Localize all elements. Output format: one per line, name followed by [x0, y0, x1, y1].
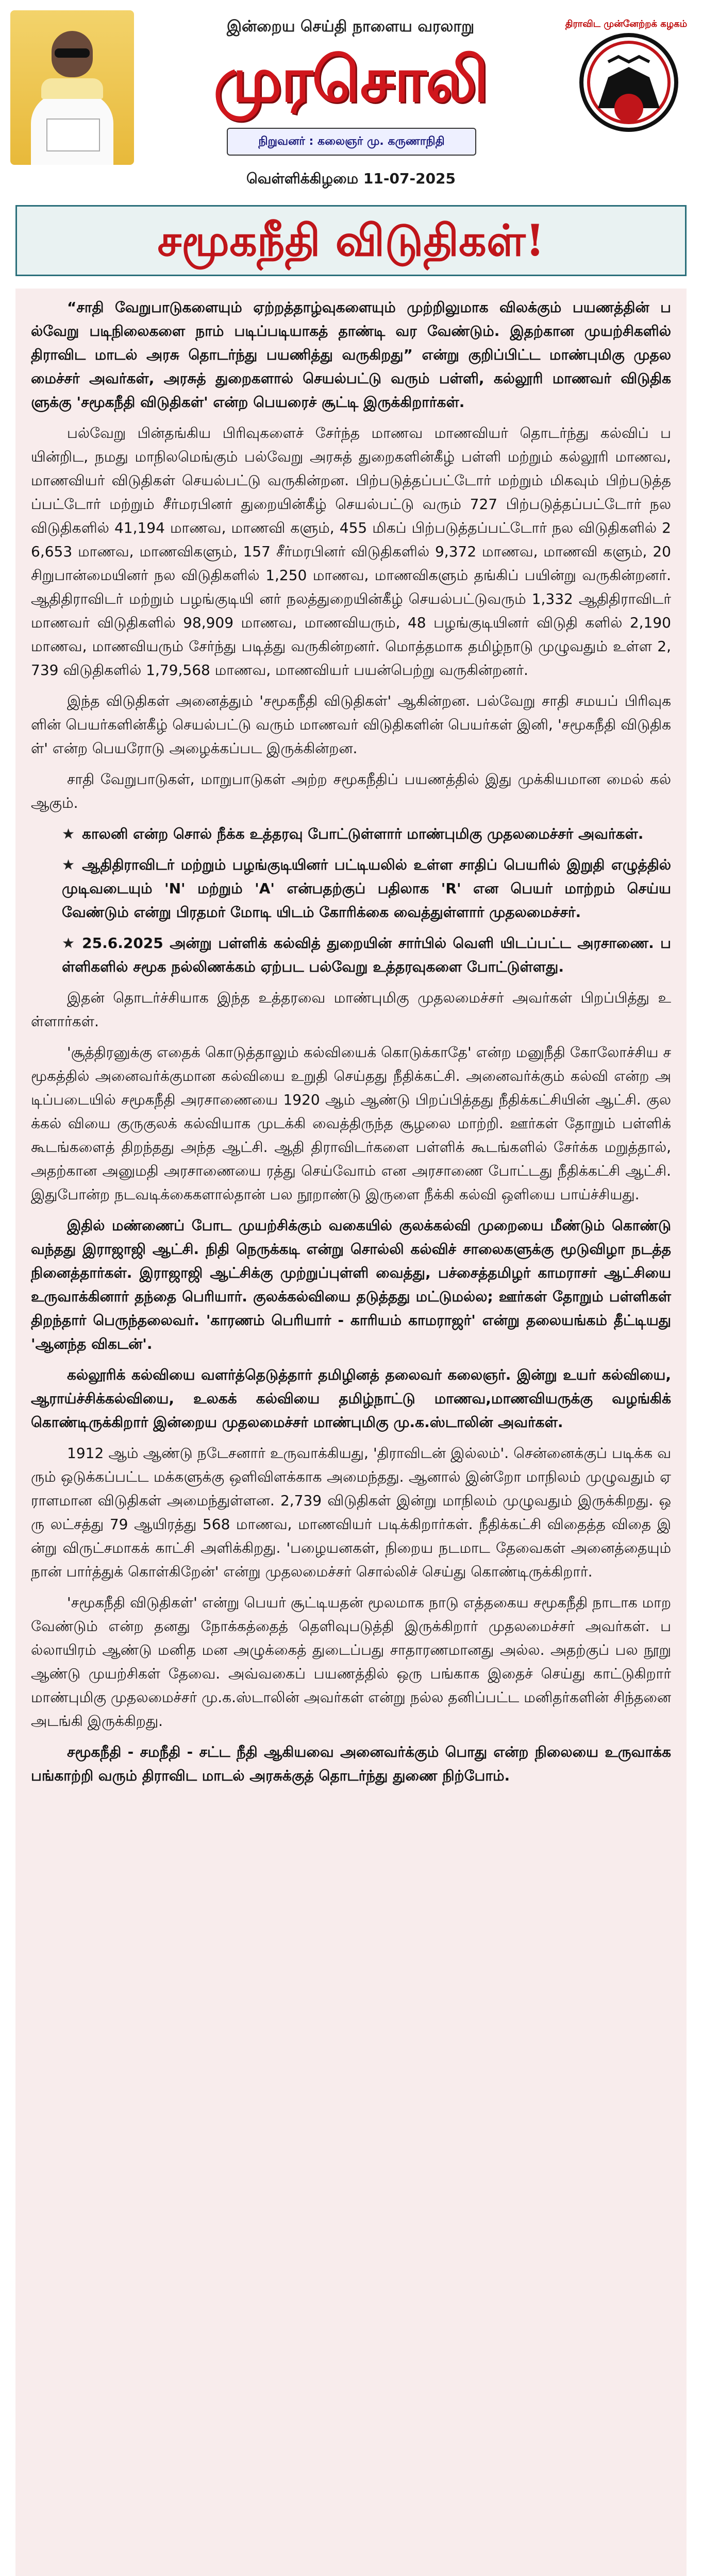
founder-label: நிறுவனர் : கலைஞர் மு. கருணாநிதி: [227, 128, 476, 156]
editorial-title-box: [15, 205, 687, 276]
paragraph-7: இதில் மண்ணைப் போட முயற்சிக்கும் வகையில் குலக்கல்வி முறையை மீண்டும் கொண்டு வந்தது இராஜாஜி ஆட்சி. நிதி நெருக்கடி என்று சொல்லி கல்விச் சாலைகளுக்கு மூடுவிழா நடத்த நினைத்தார்கள். இராஜாஜி ஆட்சிக்கு முற்றுப்புள்ளி வைத்து, பச்சைத்தமிழர் காமராசர் ஆட்சியை உருவாக்கினார் தந்தை பெரியார். குலக்கல்வியை தடுத்தது மட்டுமல்ல; ஊர்கள் தோறும் பள்ளிகள் திறந்தார் பெருந்தலைவர். 'காரணம் பெரியார் - காரியம் காமராஜர்' என்று தலையங்கம் தீட்டியது 'ஆனந்த விகடன்'.: [31, 1217, 671, 1352]
star-icon: ★: [62, 856, 75, 873]
paragraph-9: 1912 ஆம் ஆண்டு நடேசனார் உருவாக்கியது, 'திராவிடன் இல்லம்'. சென்னைக்குப் படிக்க வரும் ஒடுக்கப்பட்ட மக்களுக்கு ஒளிவிளக்காக அமைந்தது. ஆனால் இன்றோ மாநிலம் முழுவதும் ஏராளமான விடுதிகள் அமைந்துள்ளன. 2,739 விடுதிகள் இன்று மாநிலம் முழுவதும் இருக்கிறது. ஒரு லட்சத்து 79 ஆயிரத்து 568 மாணவ, மாணவியர் படிக்கிறார்கள். நீதிக்கட்சி விதைத்த விதை இன்று விருட்சமாகக் காட்சி அளிக்கிறது. 'பழையனகள், நிறைய நடமாட தேவைகள் அனைத்தையும் நான் பார்த்துக் கொள்கிறேன்' என்று முதலமைச்சர் சொல்லிச் செய்து கொண்டிருக்கிறார்.: [31, 1445, 671, 1580]
date-line: வெள்ளிக்கிழமை 11-07-2025: [246, 170, 456, 187]
paragraph-8: கல்லூரிக் கல்வியை வளர்த்தெடுத்தார் தமிழினத் தலைவர் கலைஞர். இன்று உயர் கல்வியை, ஆராய்ச்சிக்கல்வியை, உலகக் கல்வியை தமிழ்நாட்டு மாணவ,மாணவியருக்கு வழங்கிக் கொண்டிருக்கிறார் இன்றைய முதலமைச்சர் மாண்புமிகு மு.க.ஸ்டாலின் அவர்கள்.: [31, 1366, 671, 1431]
rising-sun-emblem-icon: [577, 31, 680, 134]
portrait-shawl: [41, 78, 103, 99]
star-icon: ★: [62, 825, 75, 842]
bullet-3: [31, 931, 671, 979]
paragraph-11: சமூகநீதி - சமநீதி - சட்ட நீதி ஆகியவை அனைவர்க்கும் பொது என்ற நிலையை உருவாக்க பங்காற்றி வரும் திராவிட மாடல் அரசுக்குத் தொடர்ந்து துணை நிற்போம்.: [31, 1743, 671, 1784]
bullet-1-text: காலனி என்ற சொல் நீக்க உத்தரவு போட்டுள்ளார் மாண்புமிகு முதலமைச்சர் அவர்கள்.: [82, 825, 644, 842]
paragraph-3: இந்த விடுதிகள் அனைத்தும் 'சமூகநீதி விடுதிகள்' ஆகின்றன. பல்வேறு சாதி சமயப் பிரிவுகளின் பெயர்களின்கீழ் செயல்பட்டு வரும் மாணவர் விடுதிகளின் பெயர்கள் இனி, 'சமூகநீதி விடுதிகள்' என்ற பெயரோடு அழைக்கப்பட இருக்கின்றன.: [31, 692, 671, 757]
paragraph-5: இதன் தொடர்ச்சியாக இந்த உத்தரவை மாண்புமிகு முதலமைச்சர் அவர்கள் பிறப்பித்து உள்ளார்கள்.: [31, 989, 671, 1030]
editorial-title: சமூகநீதி விடுதிகள்!: [157, 215, 545, 266]
portrait-book: [46, 118, 100, 151]
bullet-2-text: ஆதிதிராவிடர் மற்றும் பழங்குடியினர் பட்டியலில் உள்ள சாதிப் பெயரில் இறுதி எழுத்தில் முடிவடையும் 'N' மற்றும் 'A' என்பதற்குப் பதிலாக 'R' என பெயர் மாற்றம் செய்ய வேண்டும் என்று பிரதமர் மோடி யிடம் கோரிக்கை வைத்துள்ளார் முதலமைச்சர்.: [62, 856, 671, 921]
paragraph-1: “சாதி வேறுபாடுகளையும் ஏற்றத்தாழ்வுகளையும் முற்றிலுமாக விலக்கும் பயணத்தின் பல்வேறு படிநிலைகளை நாம் படிப்படியாகத் தாண்டி வர வேண்டும். இதற்கான முயற்சிகளில் திராவிட மாடல் அரசு தொடர்ந்து பயணித்து வருகிறது” என்று குறிப்பிட்ட மாண்புமிகு முதலமைச்சர் அவர்கள், அரசுத் துறைகளால் செயல்பட்டு வரும் பள்ளி, கல்லூரி மாணவர் விடுதிகளுக்கு 'சமூகநீதி விடுதிகள்' என்ற பெயரைச் சூட்டி இருக்கிறார்கள்.: [31, 299, 671, 411]
tagline: இன்றைய செய்தி நாளைய வரலாறு: [226, 18, 475, 36]
masthead-logo: முரசொலி: [213, 43, 488, 116]
bullet-2: [31, 853, 671, 924]
bullet-1: [31, 822, 671, 846]
editorial-body: [15, 289, 687, 2576]
paragraph-10: 'சமூகநீதி விடுதிகள்' என்று பெயர் சூட்டியதன் மூலமாக நாடு எத்தகைய சமூகநீதி நாடாக மாற வேண்டும் என்ற தனது நோக்கத்தைத் தெளிவுபடுத்தி இருக்கிறார் முதலமைச்சர் அவர்கள். பல்லாயிரம் ஆண்டு மனித மன அழுக்கைத் துடைப்பது சாதாரணமானது அல்ல. அதற்குப் பல நூறு ஆண்டு முயற்சிகள் தேவை. அவ்வகைப் பயணத்தில் ஒரு பங்காக இதைச் செய்து காட்டுகிறார் மாண்புமிகு முதலமைச்சர் மு.க.ஸ்டாலின் அவர்கள் என்று நல்ல தனிப்பட்ட மனிதர்களின் சிந்தனை அடங்கி இருக்கிறது.: [31, 1594, 671, 1730]
star-icon: ★: [62, 935, 75, 952]
paragraph-4: சாதி வேறுபாடுகள், மாறுபாடுகள் அற்ற சமூகநீதிப் பயணத்தில் இது முக்கியமான மைல் கல் ஆகும்.: [31, 771, 671, 811]
emblem-caption: திராவிட முன்னேற்றக் கழகம்: [565, 19, 688, 29]
masthead-header: [0, 0, 702, 206]
portrait-glasses: [55, 48, 90, 58]
founder-portrait: [10, 10, 134, 165]
paragraph-2: பல்வேறு பின்தங்கிய பிரிவுகளைச் சேர்ந்த மாணவ மாணவியர் தொடர்ந்து கல்விப் பயின்றிட, நமது மாநிலமெங்கும் பல்வேறு அரசுத் துறைகளின்கீழ் பள்ளி மற்றும் கல்லூரி மாணவ, மாணவியர் விடுதிகள் செயல்பட்டு வருகின்றன. பிற்படுத்தப்பட்டோர் மற்றும் மிகவும் பிற்படுத்தப்பட்டோர் மற்றும் சீர்மரபினர் துறையின்கீழ் செயல்பட்டு வரும் 727 பிற்படுத்தப்பட்டோர் நல விடுதிகளில் 41,194 மாணவ, மாணவி களும், 455 மிகப் பிற்படுத்தப்பட்டோர் நல விடுதிகளில் 26,653 மாணவ, மாணவிகளும், 157 சீர்மரபினர் விடுதிகளில் 9,372 மாணவ, மாணவி களும், 20 சிறுபான்மையினர் நல விடுதிகளில் 1,250 மாணவ, மாணவிகளும் தங்கிப் பயின்று வருகின்றனர். ஆதிதிராவிடர் மற்றும் பழங்குடியி னர் நலத்துறையின்கீழ் செயல்பட்டுவரும் 1,332 ஆதிதிராவிடர் மாணவர் விடுதிகளில் 98,909 மாணவ, மாணவியரும், 48 பழங்குடியினர் விடுதி களில் 2,190 மாணவ, மாணவியரும் சேர்ந்து படித்து வருகின்றனர். மொத்தமாக தமிழ்நாடு முழுவதும் உள்ள 2,739 விடுதிகளில் 1,79,568 மாணவ, மாணவியர் பயன்பெற்று வருகின்றனர்.: [31, 425, 671, 679]
bullet-3-text: 25.6.2025 அன்று பள்ளிக் கல்வித் துறையின் சார்பில் வெளி யிடப்பட்ட அரசாணை. பள்ளிகளில் சமூக நல்லிணக்கம் ஏற்பட பல்வேறு உத்தரவுகளை போட்டுள்ளது.: [62, 935, 671, 975]
paragraph-6: 'சூத்திரனுக்கு எதைக் கொடுத்தாலும் கல்வியைக் கொடுக்காதே' என்ற மனுநீதி கோலோச்சிய சமூகத்தில் அனைவர்க்குமான கல்வியை உறுதி செய்தது நீதிக்கட்சி. அனைவர்க்கும் கல்வி என்ற அடிப்படையில் சமூகநீதி அரசாணையை 1920 ஆம் ஆண்டு பிறப்பித்தது நீதிக்கட்சியின் ஆட்சி. குலக்கல் வியை குருகுலக் கல்வியாக முடக்கி வைத்திருந்த சூழலை மாற்றி. ஊர்கள் தோறும் பள்ளிக் கூடங்களைத் திறந்தது அந்த ஆட்சி. ஆதி திராவிடர்களை பள்ளிக் கூடங்களில் சேர்க்க மறுத்தால், அதற்கான அனுமதி அரசாணையை ரத்து செய்வோம் என அரசாணை போட்டது நீதிக்கட்சி ஆட்சி. இதுபோன்ற நடவடிக்கைகளால்தான் பல நூறாண்டு இருளை நீக்கி கல்வி ஒளியை பாய்ச்சியது.: [31, 1044, 672, 1203]
